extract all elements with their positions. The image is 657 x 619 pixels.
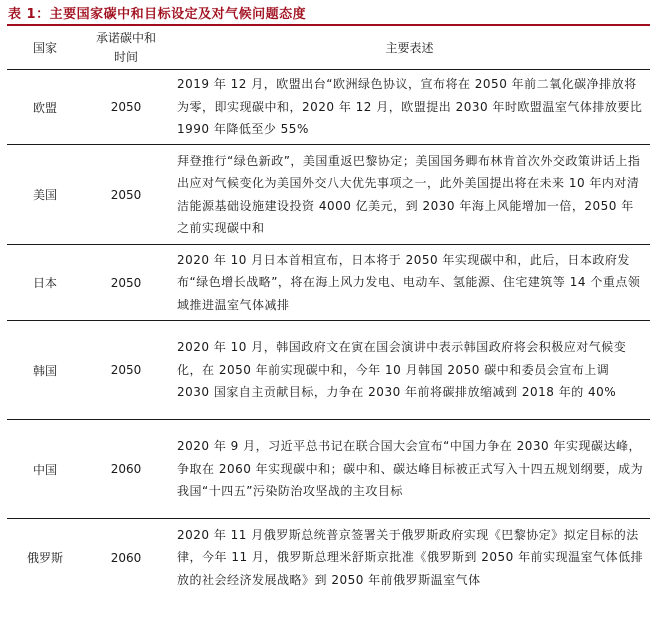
header-description: 主要表述 [169,27,650,70]
description-cell: 2020 年 10 月日本首相宣布，日本将于 2050 年实现碳中和，此后，日本政府发布“绿色增长战略”，将在海上风力发电、电动车、氢能源、住宅建筑等 14 个重点领域推进温室气体减排 [169,245,650,321]
description-cell: 2019 年 12 月，欧盟出台“欧洲绿色协议，宣布将在 2050 年前二氧化碳净排放将为零，即实现碳中和，2020 年 12 月，欧盟提出 2030 年时欧盟温室气体排放要比 1990 年降低至少 55% [169,70,650,145]
table-row [7,245,650,321]
table-row [7,145,650,245]
description-cell: 2020 年 11 月俄罗斯总统普京签署关于俄罗斯政府实现《巴黎协定》拟定目标的法律，今年 11 月，俄罗斯总理米舒斯京批准《俄罗斯到 2050 年前实现温室气体低排放的社会经济发展战略》到 2050 年前俄罗斯温室气体 [177,527,644,587]
table-header-row [7,27,650,70]
description-cell: 2020 年 10 月，韩国政府文在寅在国会演讲中表示韩国政府将会积极应对气候变化，在 2050 年前实现碳中和，今年 10 月韩国 2050 碳中和委员会宣布上调 2030 国家自主贡献目标，力争在 2030 年前将碳排放缩减到 2018 年的 40% [169,321,650,420]
header-country: 国家 [7,27,83,70]
table-row [7,519,650,597]
year-cell: 2050 [83,70,169,145]
table-row [7,420,650,519]
country-cell: 俄罗斯 [26,551,63,565]
table-row [7,321,650,420]
description-cell: 2020 年 9 月，习近平总书记在联合国大会宣布“中国力争在 2030 年实现碳达峰，争取在 2060 年实现碳中和；碳中和、碳达峰目标被正式写入十四五规划纲要，成为我国“十四五”污染防治攻坚战的主攻目标 [169,420,650,519]
header-year-cell [83,27,169,70]
country-cell: 欧盟 [7,70,83,145]
country-cell: 日本 [7,245,83,321]
title-rule [7,24,650,26]
country-cell: 韩国 [7,321,83,420]
header-year: 承诺碳中和时间 [96,31,157,64]
country-cell: 中国 [7,420,83,519]
table-row [7,70,650,145]
year-cell: 2050 [83,321,169,420]
table-title: 表 1：主要国家碳中和目标设定及对气候问题态度 [8,7,307,22]
description-cell: 拜登推行“绿色新政”，美国重返巴黎协定；美国国务卿布林肯首次外交政策讲话上指出应对气候变化为美国外交八大优先事项之一，此外美国提出将在未来 10 年内对清洁能源基础设施建设投资 4000 亿美元，到 2030 年海上风能增加一倍，2050 年之前实现碳中和 [169,145,650,245]
year-cell: 2050 [83,245,169,321]
year-cell: 2060 [83,420,169,519]
year-cell: 2060 [110,550,142,565]
carbon-neutrality-table [7,27,650,596]
year-cell: 2050 [83,145,169,245]
country-cell: 美国 [7,145,83,245]
